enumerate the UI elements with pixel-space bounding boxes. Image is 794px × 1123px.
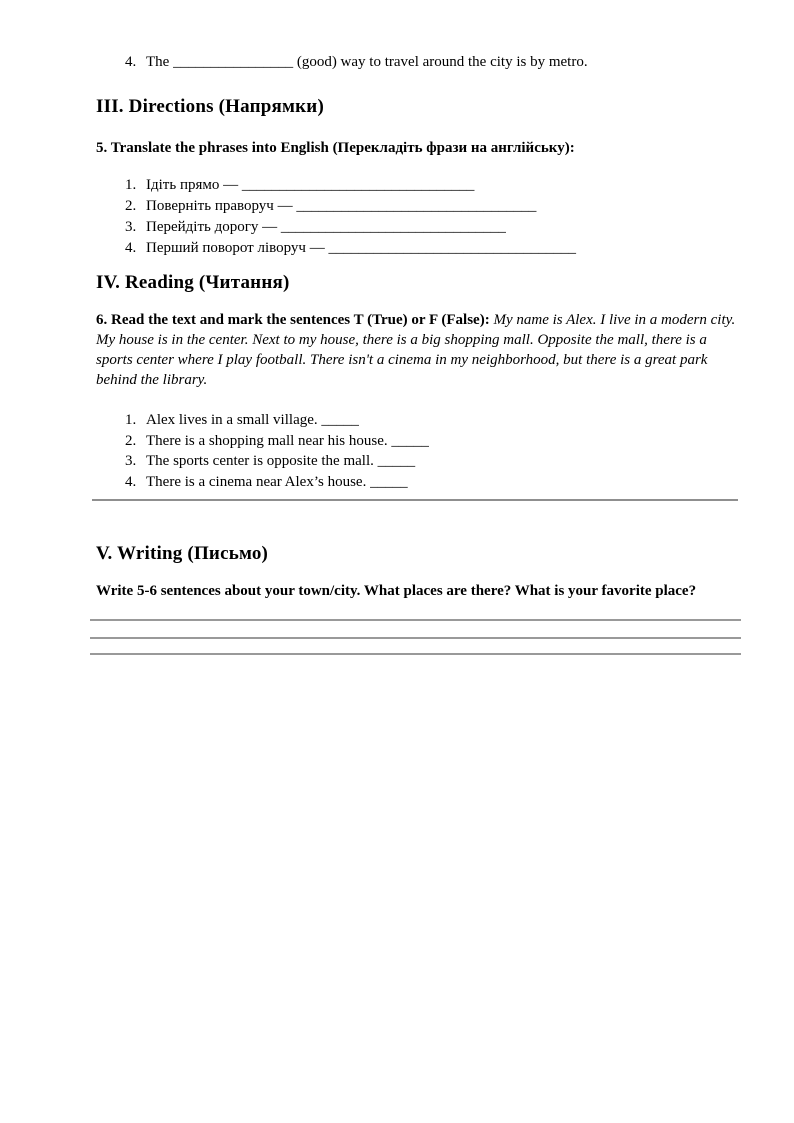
section-divider: [92, 499, 738, 501]
grammar-list-continued: [96, 52, 736, 73]
tf-item-2: 2. There is a shopping mall near his house. _____: [140, 431, 736, 452]
translate-item-1: 1. Ідіть прямо — _______________________________: [140, 175, 736, 196]
grammar-item-4: 4. The ________________ (good) way to travel around the city is by metro.: [140, 52, 736, 73]
true-false-list: [96, 410, 736, 492]
reading-paragraph: [96, 310, 736, 390]
translate-item-2: 2. Поверніть праворуч — ________________________________: [140, 196, 736, 217]
translate-list: [96, 175, 736, 259]
tf-item-3: 3. The sports center is opposite the mall. _____: [140, 451, 736, 472]
writing-answer-lines: [96, 619, 736, 655]
writing-prompt: Write 5-6 sentences about your town/city. What places are there? What is your favorite place?: [96, 583, 697, 599]
tf-item-1: 1. Alex lives in a small village. _____: [140, 410, 736, 431]
tf-item-4: 4. There is a cinema near Alex’s house. _____: [140, 472, 736, 493]
reading-passage-text: My name is Alex. I live in a modern city. My house is in the center. Next to my house, there is a big shopping mall. Opposite the mall, there is a sports center where I play football. There isn't a cinema in my neighborhood, but there is a great park behind the library.: [96, 312, 736, 388]
writing-answer-line: [90, 637, 741, 639]
section-heading-directions: III. Directions (Напрямки): [96, 96, 324, 117]
translate-item-3: 3. Перейдіть дорогу — ______________________________: [140, 217, 736, 238]
task-5-translate: 5. Translate the phrases into English (Перекладіть фрази на англійську):: [96, 140, 575, 156]
writing-answer-line: [90, 653, 741, 655]
section-heading-writing: V. Writing (Письмо): [96, 543, 269, 564]
section-heading-reading: IV. Reading (Читання): [96, 272, 290, 293]
task-6-true-false: 6. Read the text and mark the sentences T (True) or F (False):: [96, 312, 490, 328]
translate-item-4: 4. Перший поворот ліворуч — _________________________________: [140, 238, 736, 259]
writing-answer-line: [90, 619, 741, 621]
